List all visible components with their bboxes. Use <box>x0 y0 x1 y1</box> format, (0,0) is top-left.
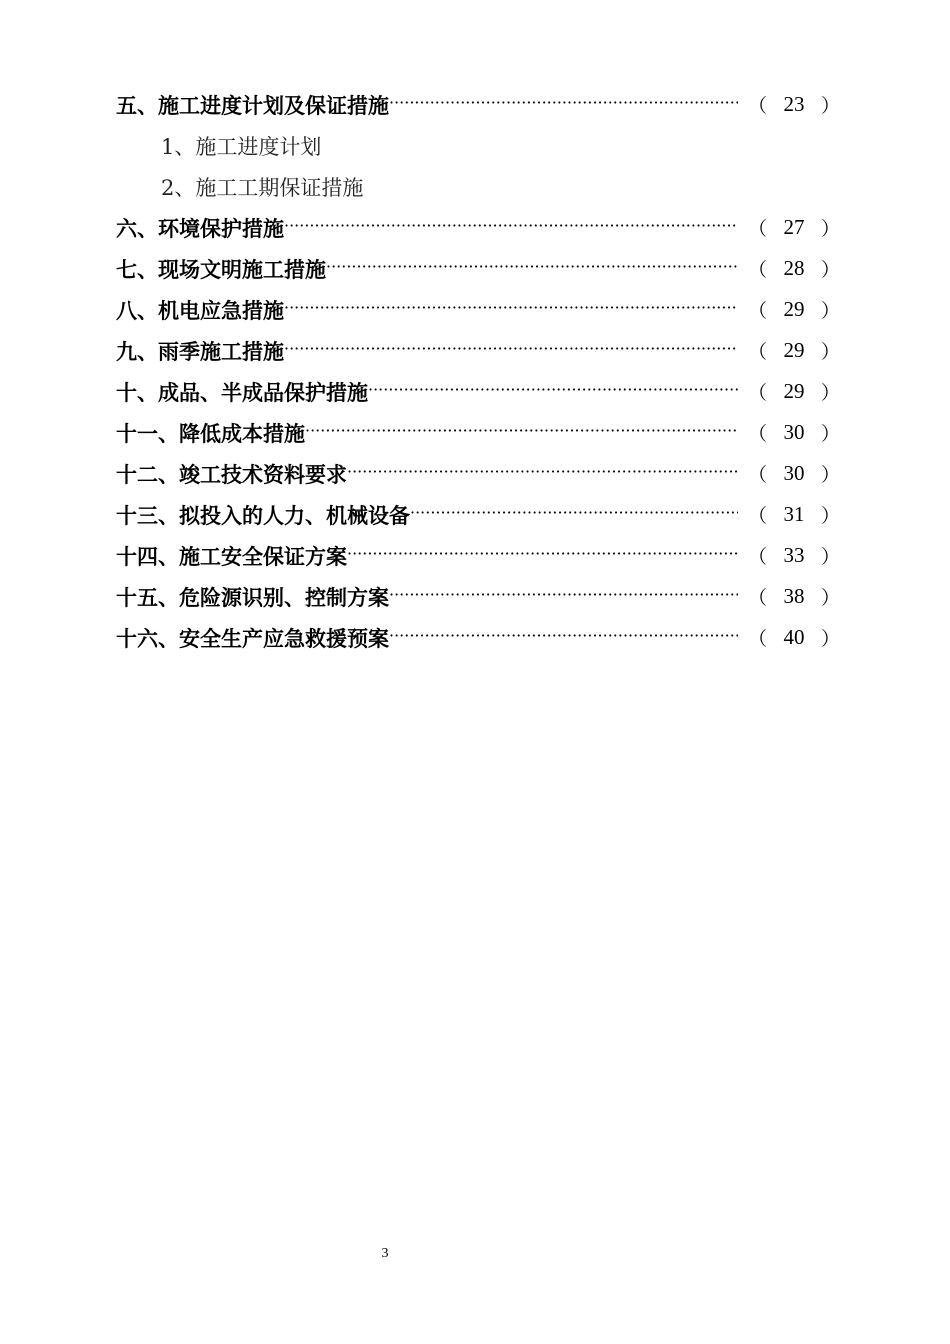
toc-subentry[interactable] <box>116 125 840 166</box>
toc-page-number: 28 <box>783 256 805 280</box>
open-paren: （ <box>747 546 767 568</box>
dot-leader <box>284 298 738 317</box>
toc-entry-title: 2、施工工期保证措施 <box>161 175 364 200</box>
toc-page-number: 29 <box>783 297 805 321</box>
toc-page-number: 31 <box>783 502 805 526</box>
toc-entry-title: 十五、危险源识别、控制方案 <box>116 584 389 610</box>
dot-leader <box>368 380 738 399</box>
close-paren: ） <box>820 300 840 322</box>
dot-leader <box>326 257 738 276</box>
toc-page-number: 30 <box>783 461 805 485</box>
close-paren: ） <box>820 218 840 240</box>
toc-page-number: 23 <box>783 92 805 116</box>
dot-leader <box>389 626 738 645</box>
dot-leader <box>389 93 738 112</box>
table-of-contents <box>116 84 840 658</box>
open-paren: （ <box>747 587 767 609</box>
close-paren: ） <box>820 95 840 117</box>
toc-entry[interactable] <box>116 494 840 535</box>
open-paren: （ <box>747 382 767 404</box>
open-paren: （ <box>747 628 767 650</box>
dot-leader <box>347 462 738 481</box>
dot-leader <box>410 503 738 522</box>
toc-page-number: 30 <box>783 420 805 444</box>
open-paren: （ <box>747 95 767 117</box>
close-paren: ） <box>820 259 840 281</box>
close-paren: ） <box>820 423 840 445</box>
toc-page-number: 40 <box>783 625 805 649</box>
open-paren: （ <box>747 218 767 240</box>
toc-entry-title: 十六、安全生产应急救援预案 <box>116 625 389 651</box>
toc-entry-title: 五、施工进度计划及保证措施 <box>116 92 389 118</box>
dot-leader <box>389 585 738 604</box>
toc-entry[interactable] <box>116 207 840 248</box>
page-number: 3 <box>381 1246 389 1261</box>
close-paren: ） <box>820 341 840 363</box>
toc-entry[interactable] <box>116 84 840 125</box>
close-paren: ） <box>820 628 840 650</box>
toc-subentry[interactable] <box>116 166 840 207</box>
close-paren: ） <box>820 505 840 527</box>
open-paren: （ <box>747 341 767 363</box>
toc-entry-title: 七、现场文明施工措施 <box>116 256 326 282</box>
toc-entry-title: 十四、施工安全保证方案 <box>116 543 347 569</box>
close-paren: ） <box>820 382 840 404</box>
open-paren: （ <box>747 423 767 445</box>
toc-entry[interactable] <box>116 248 840 289</box>
dot-leader <box>284 339 738 358</box>
close-paren: ） <box>820 546 840 568</box>
open-paren: （ <box>747 505 767 527</box>
toc-page-number: 38 <box>783 584 805 608</box>
open-paren: （ <box>747 259 767 281</box>
toc-page-number: 29 <box>783 338 805 362</box>
close-paren: ） <box>820 464 840 486</box>
toc-entry[interactable] <box>116 617 840 658</box>
toc-entry[interactable] <box>116 576 840 617</box>
toc-entry-title: 十一、降低成本措施 <box>116 420 305 446</box>
open-paren: （ <box>747 464 767 486</box>
toc-entry-title: 九、雨季施工措施 <box>116 338 284 364</box>
open-paren: （ <box>747 300 767 322</box>
toc-page-number: 29 <box>783 379 805 403</box>
toc-page-number: 33 <box>783 543 805 567</box>
toc-entry[interactable] <box>116 371 840 412</box>
toc-entry-title: 十三、拟投入的人力、机械设备 <box>116 502 410 528</box>
dot-leader <box>305 421 738 440</box>
toc-entry[interactable] <box>116 289 840 330</box>
toc-entry[interactable] <box>116 535 840 576</box>
toc-entry-title: 六、环境保护措施 <box>116 215 284 241</box>
toc-entry[interactable] <box>116 453 840 494</box>
close-paren: ） <box>820 587 840 609</box>
toc-entry[interactable] <box>116 412 840 453</box>
toc-entry[interactable] <box>116 330 840 371</box>
dot-leader <box>284 216 738 235</box>
toc-entry-title: 1、施工进度计划 <box>161 134 322 159</box>
toc-entry-title: 十、成品、半成品保护措施 <box>116 379 368 405</box>
toc-entry-title: 十二、竣工技术资料要求 <box>116 461 347 487</box>
toc-entry-title: 八、机电应急措施 <box>116 297 284 323</box>
dot-leader <box>347 544 738 563</box>
toc-page-number: 27 <box>783 215 805 239</box>
